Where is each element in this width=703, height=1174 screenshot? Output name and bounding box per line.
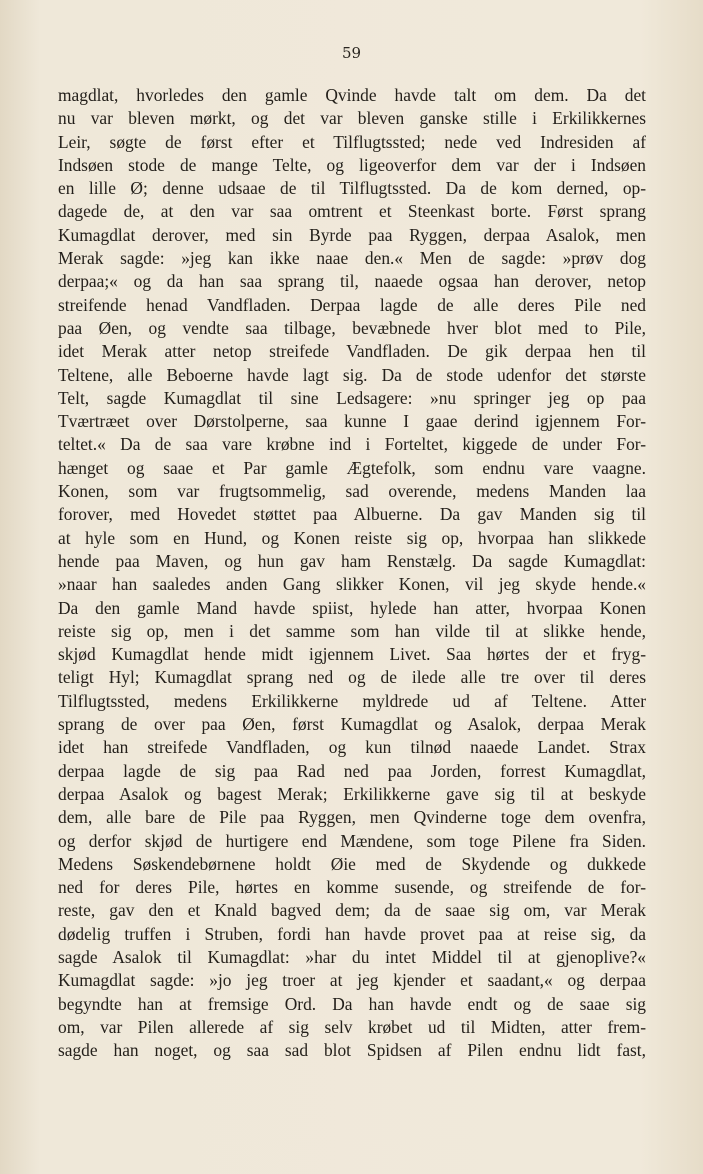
text-line: derpaa Asalok og bagest Merak; Erkilikkerne gave sig til at beskyde bbox=[58, 783, 646, 804]
text-line: Leir, søgte de først efter et Tilflugtssted; nede ved Indresiden af bbox=[58, 131, 646, 152]
text-line: Da den gamle Mand havde spiist, hylede han atter, hvorpaa Konen bbox=[58, 597, 646, 618]
text-line: en lille Ø; denne udsaae de til Tilflugtssted. Da de kom derned, op- bbox=[58, 178, 646, 199]
text-line: derpaa;« og da han saa sprang til, naaede ogsaa han derover, netop bbox=[58, 271, 646, 292]
text-line: og derfor skjød de hurtigere end Mændene, som toge Pilene fra Siden. bbox=[58, 830, 646, 851]
text-line: Tværtræet over Dørstolperne, saa kunne I gaae derind igjennem For- bbox=[58, 411, 646, 432]
text-line: forover, med Hovedet støttet paa Albuerne. Da gav Manden sig til bbox=[58, 504, 646, 525]
text-line: Konen, som var frugtsommelig, sad overende, medens Manden laa bbox=[58, 481, 646, 502]
text-line: idet Merak atter netop streifede Vandfladen. De gik derpaa hen til bbox=[58, 341, 646, 362]
text-line: dem, alle bare de Pile paa Ryggen, men Qvinderne toge dem ovenfra, bbox=[58, 807, 646, 828]
text-line: Medens Søskendebørnene holdt Øie med de Skydende og dukkede bbox=[58, 853, 646, 874]
text-line: dødelig truffen i Struben, fordi han havde provet paa at reise sig, da bbox=[58, 923, 646, 944]
text-line: skjød Kumagdlat hende midt igjennem Livet. Saa hørtes der et fryg- bbox=[58, 644, 646, 665]
text-line: sagde Asalok til Kumagdlat: »har du intet Middel til at gjenoplive?« bbox=[58, 946, 646, 967]
text-line: sagde han noget, og saa sad blot Spidsen af Pilen endnu lidt fast, bbox=[58, 1040, 646, 1061]
page-number: 59 bbox=[341, 44, 362, 62]
text-line: »naar han saaledes anden Gang slikker Konen, vil jeg skyde hende.« bbox=[58, 574, 646, 595]
text-line: magdlat, hvorledes den gamle Qvinde havde talt om dem. Da det bbox=[58, 85, 646, 105]
text-line: teltet.« Da de saa vare krøbne ind i Forteltet, kiggede de under For- bbox=[58, 434, 646, 455]
text-line: reiste sig op, men i det samme som han vilde til at slikke hende, bbox=[58, 620, 646, 641]
text-line: om, var Pilen allerede af sig selv krøbet ud til Midten, atter frem- bbox=[58, 1016, 646, 1037]
text-line: hende paa Maven, og hun gav ham Renstælg. Da sagde Kumagdlat: bbox=[58, 550, 646, 571]
text-line: streifende henad Vandfladen. Derpaa lagde de alle deres Pile ned bbox=[58, 294, 646, 315]
text-line: begyndte han at fremsige Ord. Da han havde endt og de saae sig bbox=[58, 993, 646, 1014]
text-line: sprang de over paa Øen, først Kumagdlat og Asalok, derpaa Merak bbox=[58, 714, 646, 735]
text-line: hænget og saae et Par gamle Ægtefolk, som endnu vare vaagne. bbox=[58, 457, 646, 478]
text-line: paa Øen, og vendte saa tilbage, bevæbnede hver blot med to Pile, bbox=[58, 317, 646, 338]
body-text bbox=[58, 84, 646, 1062]
text-line: reste, gav den et Knald bagved dem; da de saae sig om, var Merak bbox=[58, 900, 646, 921]
text-line: at hyle som en Hund, og Konen reiste sig op, hvorpaa han slikkede bbox=[58, 527, 646, 548]
text-line: Kumagdlat sagde: »jo jeg troer at jeg kjender et saadant,« og derpaa bbox=[58, 970, 646, 991]
text-line: Merak sagde: »jeg kan ikke naae den.« Men de sagde: »prøv dog bbox=[58, 248, 646, 269]
text-line: nu var bleven mørkt, og det var bleven ganske stille i Erkilikkernes bbox=[58, 108, 646, 129]
text-line: Tilflugtssted, medens Erkilikkerne myldrede ud af Teltene. Atter bbox=[58, 690, 646, 711]
text-line: idet han streifede Vandfladen, og kun tilnød naaede Landet. Strax bbox=[58, 737, 646, 758]
text-line: dagede de, at den var saa omtrent et Steenkast borte. Først sprang bbox=[58, 201, 646, 222]
text-line: Teltene, alle Beboerne havde lagt sig. Da de stode udenfor det største bbox=[58, 364, 646, 385]
text-line: ned for deres Pile, hørtes en komme susende, og streifende de for- bbox=[58, 877, 646, 898]
text-line: Kumagdlat derover, med sin Byrde paa Ryggen, derpaa Asalok, men bbox=[58, 224, 646, 245]
text-line: Indsøen stode de mange Telte, og ligeoverfor dem var der i Indsøen bbox=[58, 154, 646, 175]
text-line: derpaa lagde de sig paa Rad ned paa Jorden, forrest Kumagdlat, bbox=[58, 760, 646, 781]
text-line: Telt, sagde Kumagdlat til sine Ledsagere: »nu springer jeg op paa bbox=[58, 387, 646, 408]
text-line: teligt Hyl; Kumagdlat sprang ned og de ilede alle tre over til deres bbox=[58, 667, 646, 688]
